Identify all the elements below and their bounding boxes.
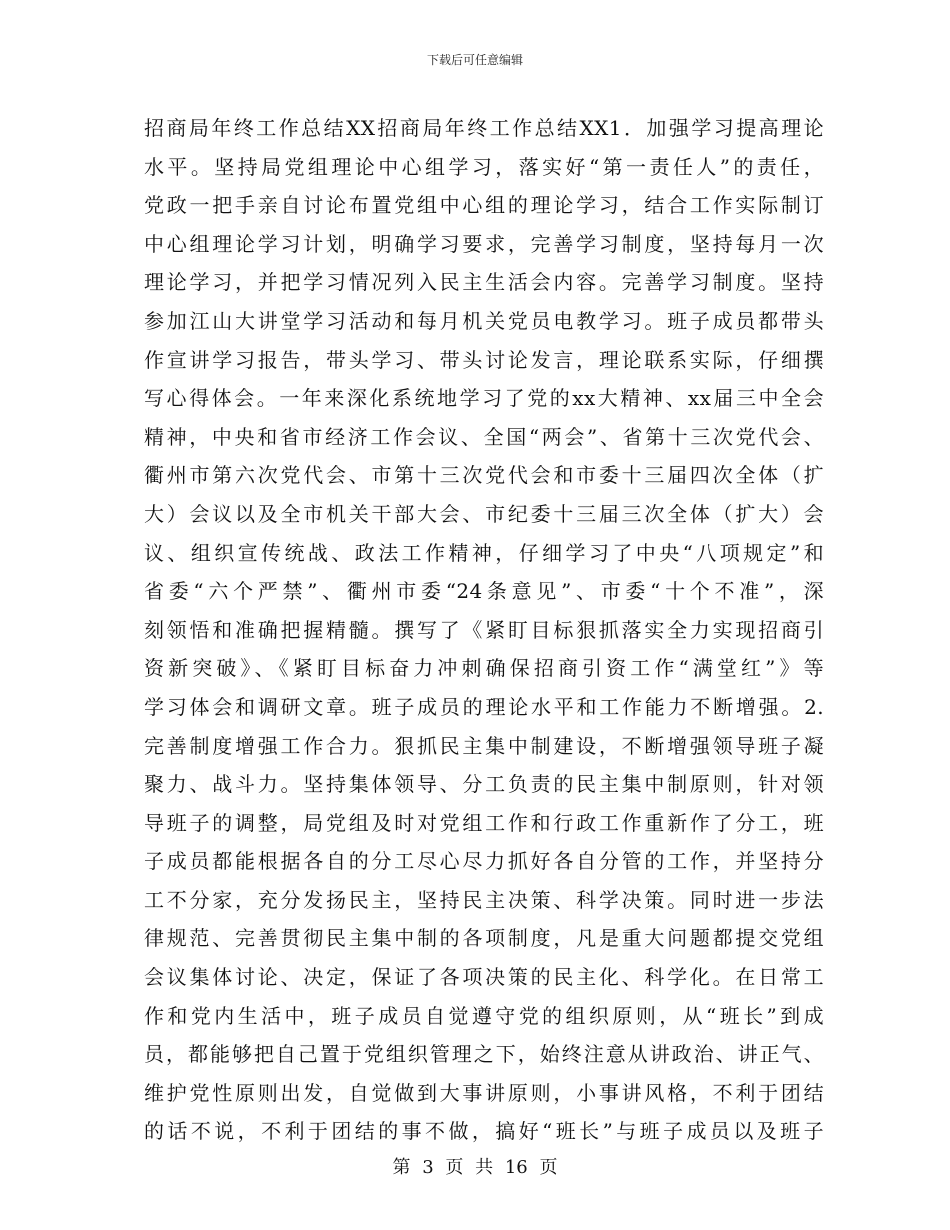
page-number-indicator: 第 3 页 共 16 页 xyxy=(392,1157,558,1178)
body-line: 的话不说，不利于团结的事不做，搞好“班长”与班子成员以及班子 xyxy=(144,1119,824,1144)
body-line: 律规范、完善贯彻民主集中制的各项制度，凡是重大问题都提交党组 xyxy=(144,926,824,951)
body-line: 维护党性原则出发，自觉做到大事讲原则，小事讲风格，不利于团结 xyxy=(144,1080,824,1105)
document-body xyxy=(144,109,824,1151)
body-line: 写心得体会。一年来深化系统地学习了党的xx大精神、xx届三中全会 xyxy=(144,386,824,411)
body-line: 导班子的调整，局党组及时对党组工作和行政工作重新作了分工，班 xyxy=(144,810,824,835)
body-line: 资新突破》、《紧盯目标奋力冲刺确保招商引资工作“满堂红”》等 xyxy=(144,656,824,681)
body-line: 省委“六个严禁”、衢州市委“24条意见”、市委“十个不准”，深 xyxy=(144,579,824,604)
body-line: 中心组理论学习计划，明确学习要求，完善学习制度，坚持每月一次 xyxy=(144,231,824,256)
body-line: 会议集体讨论、决定，保证了各项决策的民主化、科学化。在日常工 xyxy=(144,965,824,990)
body-line: 议、组织宣传统战、政法工作精神，仔细学习了中央“八项规定”和 xyxy=(144,540,824,565)
body-line: 大）会议以及全市机关干部大会、市纪委十三届三次全体（扩大）会 xyxy=(144,501,824,526)
body-line: 作宣讲学习报告，带头学习、带头讨论发言，理论联系实际，仔细撰 xyxy=(144,347,824,372)
body-line: 精神，中央和省市经济工作会议、全国“两会”、省第十三次党代会、 xyxy=(144,424,824,449)
body-line: 子成员都能根据各自的分工尽心尽力抓好各自分管的工作，并坚持分 xyxy=(144,849,824,874)
body-line: 作和党内生活中，班子成员自觉遵守党的组织原则，从“班长”到成 xyxy=(144,1003,824,1028)
body-line: 完善制度增强工作合力。狠抓民主集中制建设，不断增强领导班子凝 xyxy=(144,733,824,758)
body-line: 党政一把手亲自讨论布置党组中心组的理论学习，结合工作实际制订 xyxy=(144,193,824,218)
body-line: 理论学习，并把学习情况列入民主生活会内容。完善学习制度。坚持 xyxy=(144,270,824,295)
body-line: 刻领悟和准确把握精髓。撰写了《紧盯目标狠抓落实全力实现招商引 xyxy=(144,617,824,642)
body-line: 聚力、战斗力。坚持集体领导、分工负责的民主集中制原则，针对领 xyxy=(144,772,824,797)
page-header-note: 下载后可任意编辑 xyxy=(426,53,523,67)
body-line: 学习体会和调研文章。班子成员的理论水平和工作能力不断增强。2. xyxy=(144,694,824,719)
body-line: 工不分家，充分发扬民主，坚持民主决策、科学决策。同时进一步法 xyxy=(144,887,824,912)
body-line: 水平。坚持局党组理论中心组学习，落实好“第一责任人”的责任， xyxy=(144,154,824,179)
body-line: 员，都能够把自己置于党组织管理之下，始终注意从讲政治、讲正气、 xyxy=(144,1042,824,1067)
body-line: 参加江山大讲堂学习活动和每月机关党员电教学习。班子成员都带头 xyxy=(144,308,824,333)
body-line: 衢州市第六次党代会、市第十三次党代会和市委十三届四次全体（扩 xyxy=(144,463,824,488)
body-line: 招商局年终工作总结XX招商局年终工作总结XX1．加强学习提高理论 xyxy=(144,116,824,140)
